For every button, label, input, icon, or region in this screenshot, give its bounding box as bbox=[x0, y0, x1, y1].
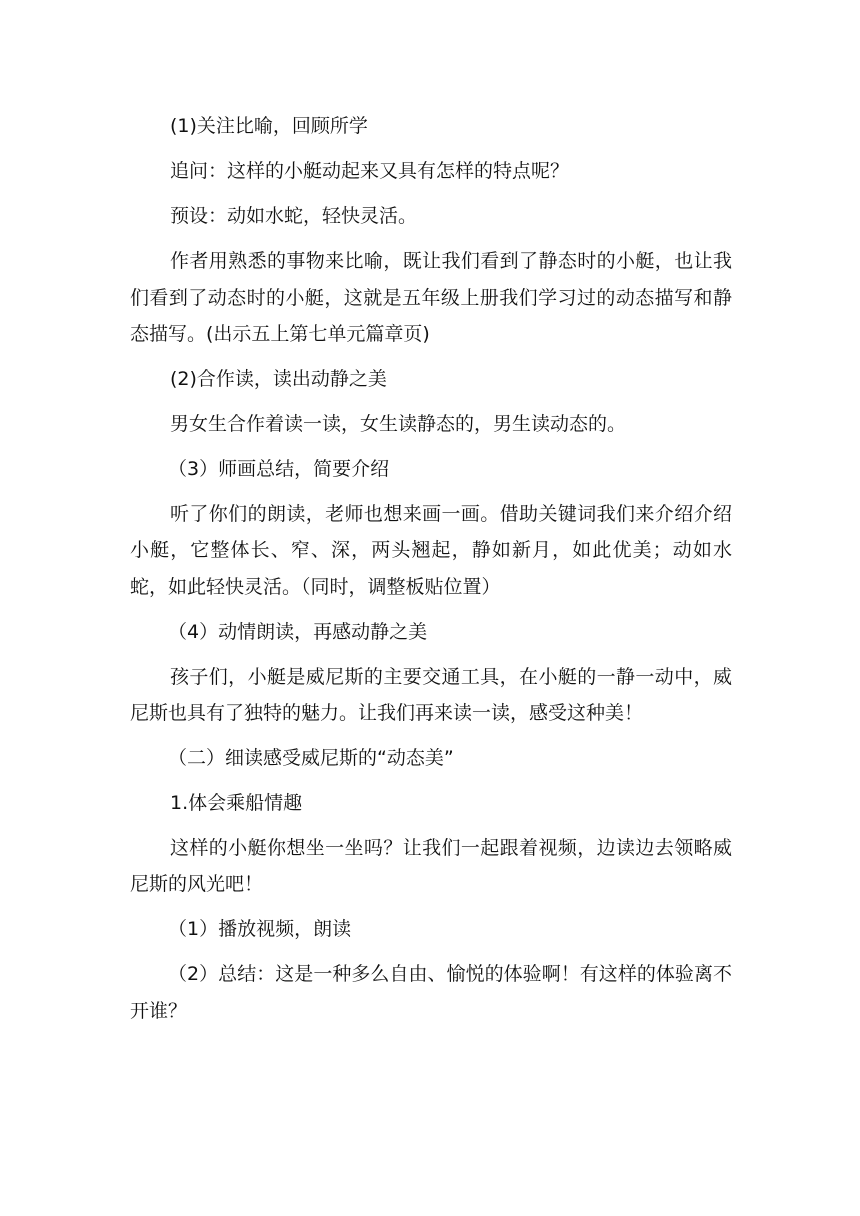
paragraph-12: 1.体会乘船情趣 bbox=[170, 791, 303, 814]
paragraph-14: （1）播放视频，朗读 bbox=[168, 917, 352, 940]
paragraph-8: 听了你们的朗读，老师也想来画一画。借助关键词我们来介绍介绍小艇，它整体长、窄、深，两头翘起，静如新月，如此优美；动如水蛇，如此轻快灵活。（同时，调整板贴位置） bbox=[130, 502, 732, 598]
paragraph-9: （4）动情朗读，再感动静之美 bbox=[168, 620, 428, 643]
paragraph-11: （二）细读感受威尼斯的“动态美” bbox=[168, 746, 454, 769]
document-body bbox=[130, 108, 732, 1037]
paragraph-5: (2)合作读，读出动静之美 bbox=[170, 367, 387, 390]
paragraph-6: 男女生合作着读一读，女生读静态的，男生读动态的。 bbox=[170, 412, 627, 435]
paragraph-10: 孩子们，小艇是威尼斯的主要交通工具，在小艇的一静一动中，威尼斯也具有了独特的魅力。让我们再来读一读，感受这种美！ bbox=[130, 665, 732, 725]
paragraph-2: 追问：这样的小艇动起来又具有怎样的特点呢？ bbox=[170, 160, 570, 182]
paragraph-15: （2）总结：这是一种多么自由、愉悦的体验啊！有这样的体验离不开谁？ bbox=[130, 962, 732, 1022]
paragraph-13: 这样的小艇你想坐一坐吗？让我们一起跟着视频，边读边去领略威尼斯的风光吧！ bbox=[130, 836, 732, 896]
paragraph-1: (1)关注比喻，回顾所学 bbox=[170, 115, 368, 137]
paragraph-7: （3）师画总结，简要介绍 bbox=[168, 457, 390, 480]
paragraph-3: 预设：动如水蛇，轻快灵活。 bbox=[170, 205, 418, 227]
paragraph-4: 作者用熟悉的事物来比喻，既让我们看到了静态时的小艇，也让我们看到了动态时的小艇，这就是五年级上册我们学习过的动态描写和静态描写。(出示五上第七单元篇章页) bbox=[130, 250, 732, 346]
